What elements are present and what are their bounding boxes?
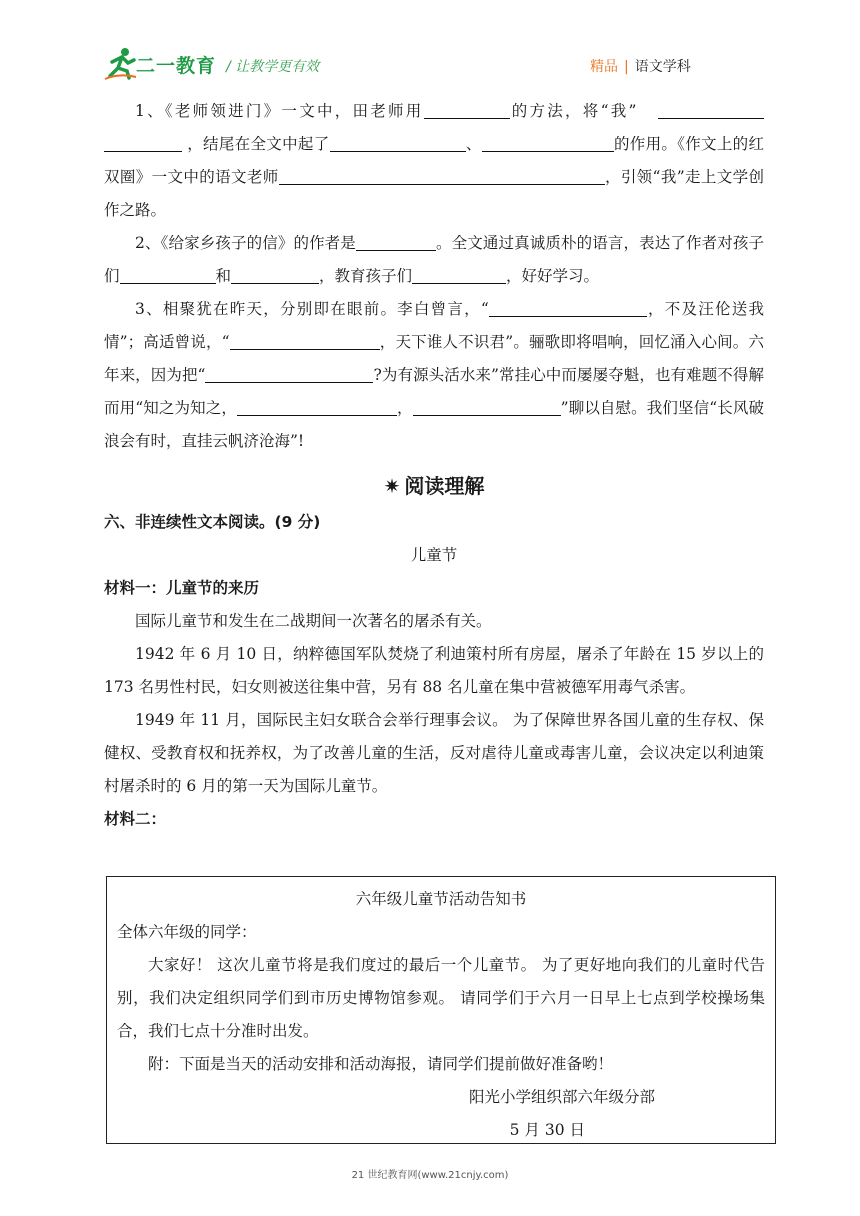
answer-blank[interactable] bbox=[279, 165, 605, 185]
material-1-paragraph: 国际儿童节和发生在二战期间一次著名的屠杀有关。 bbox=[135, 612, 492, 630]
answer-blank[interactable] bbox=[412, 264, 506, 284]
brand-separator: | bbox=[624, 59, 629, 75]
notice-greeting: 全体六年级的同学： bbox=[117, 923, 257, 941]
article-title: 儿童节 bbox=[410, 546, 458, 564]
fill-question-3: 3、相聚犹在昨天，分别即在眼前。李白曾言，“ ，不及汪伦送我情”；高适曾说，“ ，天下谁人不识君”。骊歌即将唱响，回忆涌入心间。六年来，因为把“ ?为有源头活水来”常挂心中而屡屡夺魁，也有难题不得解而用“知之为知之， ， ”聊以自慰。我们坚信“长风破浪会有时，直挂云帆济沧海”! bbox=[104, 293, 764, 458]
answer-blank[interactable] bbox=[330, 132, 466, 152]
brand-subject: 语文学科 bbox=[634, 59, 691, 75]
answer-blank[interactable] bbox=[356, 231, 436, 251]
star-icon: ✷ bbox=[383, 474, 401, 498]
answer-blank[interactable] bbox=[658, 99, 764, 119]
answer-blank[interactable] bbox=[205, 363, 373, 383]
notice-body: 大家好！ 这次儿童节将是我们度过的最后一个儿童节。 为了更好地向我们的儿童时代告别，我们决定组织同学们到市历史博物馆参观。 请同学们于六月一日早上七点到学校操场集合，我们七点十分准时出发。 bbox=[117, 956, 765, 1040]
notice-signature: 阳光小学组织部六年级分部 bbox=[468, 1088, 655, 1106]
notice-box bbox=[106, 876, 776, 1144]
answer-blank[interactable] bbox=[482, 132, 614, 152]
fill-question-2: 2、《给家乡孩子的信》的作者是 。全文通过真诚质朴的语言，表达了作者对孩子们 和 ，教育孩子们 ，好好学习。 bbox=[104, 227, 764, 293]
answer-blank[interactable] bbox=[230, 330, 380, 350]
answer-blank[interactable] bbox=[237, 396, 397, 416]
logo bbox=[104, 46, 224, 80]
answer-blank[interactable] bbox=[104, 132, 182, 152]
notice-title: 六年级儿童节活动告知书 bbox=[355, 890, 527, 908]
logo-text: 二一教育 bbox=[136, 55, 217, 77]
answer-blank[interactable] bbox=[489, 297, 647, 317]
brand-quality: 精品 bbox=[590, 59, 618, 75]
section-title: ✷ 阅读理解 bbox=[383, 474, 485, 498]
brand-label bbox=[590, 56, 691, 76]
slogan: / 让教学更有效 bbox=[226, 59, 320, 75]
part-title: 六、非连续性文本阅读。(9 分) bbox=[104, 513, 321, 531]
worksheet-content bbox=[104, 95, 764, 836]
page-header bbox=[0, 0, 860, 90]
material-1-paragraph: 1949 年 11 月，国际民主妇女联合会举行理事会议。 为了保障世界各国儿童的生存权、保健权、受教育权和抚养权，为了改善儿童的生活，反对虐待儿童或毒害儿童，会议决定以利迪策村屠杀时的 6 月的第一天为国际儿童节。 bbox=[104, 711, 764, 795]
answer-blank[interactable] bbox=[120, 264, 216, 284]
answer-blank[interactable] bbox=[424, 99, 510, 119]
answer-blank[interactable] bbox=[413, 396, 561, 416]
material-1-label: 材料一：儿童节的来历 bbox=[104, 579, 260, 597]
answer-blank[interactable] bbox=[231, 264, 319, 284]
material-2-label: 材料二： bbox=[104, 810, 167, 828]
notice-date: 5 月 30 日 bbox=[509, 1121, 585, 1139]
runner-logo-icon bbox=[104, 46, 138, 80]
notice-appendix: 附：下面是当天的活动安排和活动海报，请同学们提前做好准备哟！ bbox=[148, 1055, 614, 1073]
fill-question-1: 1、《老师领进门》一文中，田老师用 的方法，将“我” ，结尾在全文中起了 、 的作用。《作文上的红双圈》一文中的语文老师 ，引领“我”走上文学创作之路。 bbox=[104, 95, 764, 227]
page-footer: 21 世纪教育网(www.21cnjy.com) bbox=[351, 1170, 509, 1181]
material-1-paragraph: 1942 年 6 月 10 日，纳粹德国军队焚烧了利迪策村所有房屋，屠杀了年龄在 15 岁以上的 173 名男性村民，妇女则被送往集中营，另有 88 名儿童在集中营被德军用毒气杀害。 bbox=[104, 645, 764, 696]
